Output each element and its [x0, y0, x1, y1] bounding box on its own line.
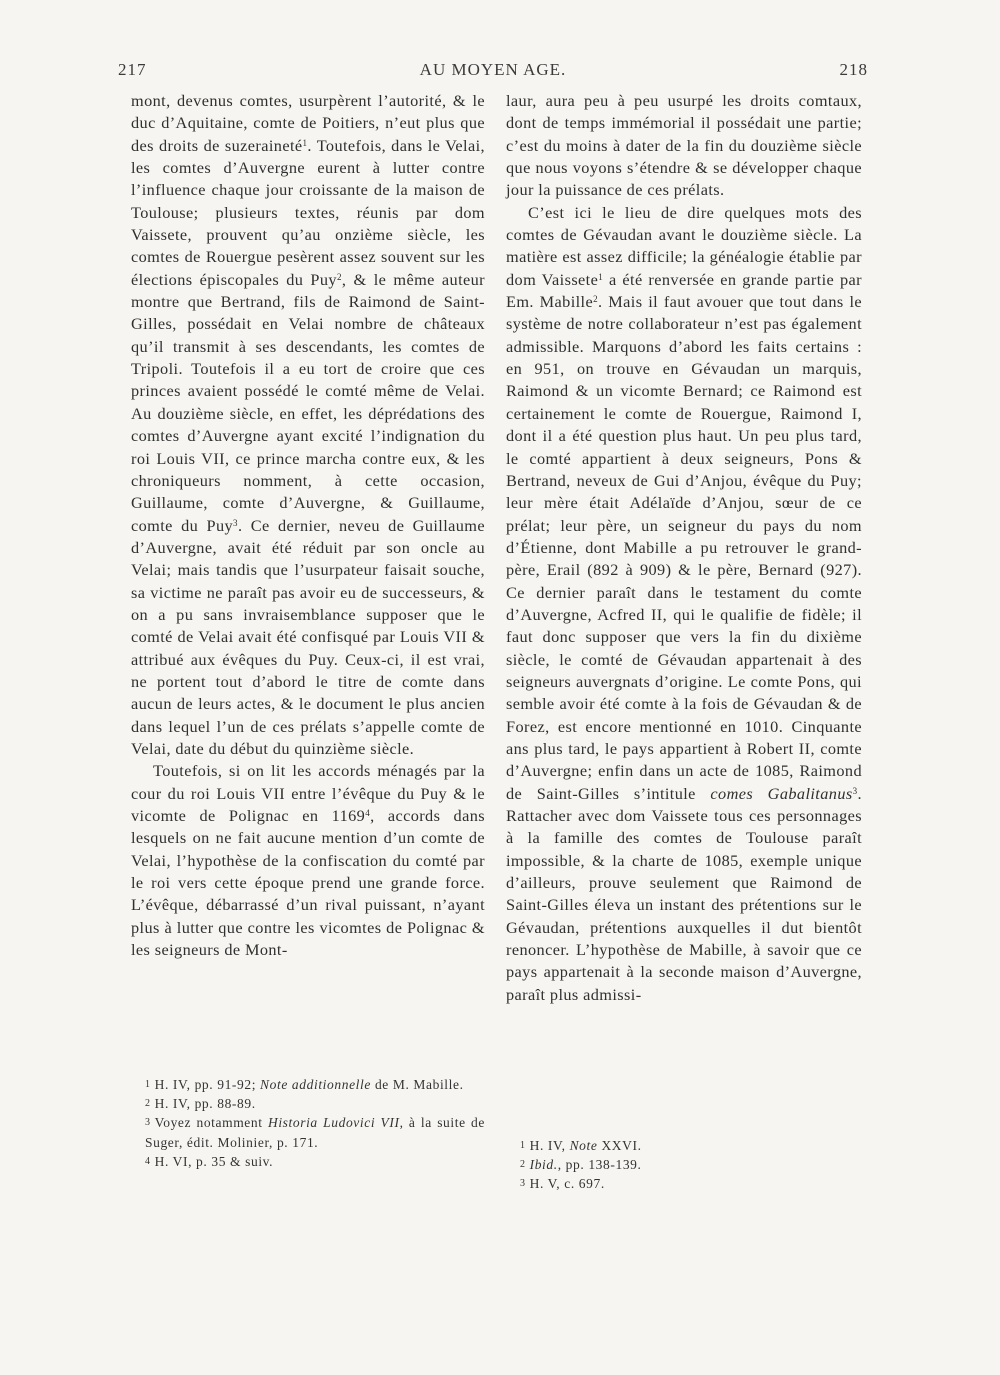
- italic-text: Note: [569, 1138, 598, 1153]
- paragraph: [506, 202, 862, 1006]
- text-run: a été renversée en grande partie par Em. Mabille: [506, 269, 862, 312]
- page-number-left: 217: [118, 60, 147, 79]
- footnotes-right: [506, 1136, 862, 1194]
- footnote: [506, 1136, 862, 1155]
- text-run: Toutefois, si on lit les accords ménagés par la cour du roi Louis VII entre l’évêque du Puy & le vicomte de Polignac en 1169: [131, 761, 485, 825]
- footnote: [506, 1155, 862, 1174]
- text-run: H. VI, p. 35 & suiv.: [154, 1153, 274, 1169]
- text-run: . Ce dernier, neveu de Guillaume d’Auvergne, avait été réduit par son oncle au Velai; mais tandis que l’usurpateur faisait souche, sa victime ne paraît pas avoir eu de successeurs, & on a pu sans invraisemblance supposer que le comté de Velai avait été confisqué par Louis VII & attribué aux évêques du Puy. Ceux-ci, il est vrai, ne portent tout d’abord le titre de comte dans aucun de leurs actes, & le document le plus ancien dans lequel l’un de ces prélats s’appelle comte de Velai, date du début du quinzième siècle.: [131, 515, 486, 758]
- footnote-ref: 4: [365, 808, 371, 818]
- text-run: XXVI.: [597, 1138, 642, 1153]
- italic-text: Note additionnelle: [260, 1077, 371, 1092]
- text-run: , pp. 138-139.: [557, 1157, 642, 1173]
- text-run: H. IV,: [529, 1138, 570, 1153]
- footnote-number: 3: [145, 1117, 151, 1129]
- footnote-ref: 3: [233, 517, 238, 528]
- text-run: , & le même auteur montre que Bertrand, fils de Raimond de Saint-Gilles, possédait en Velai nombre de châteaux qu’il transmit à ses descendants, les comtes de Tripoli. Toutefois il a eu tort de croire que ces princes avaient possédé le comté même de Velai. Au douzième siècle, en effet, les déprédations des comtes d’Auvergne ayant excité l’indignation du roi Louis VII, ce prince marcha contre eux, & les chroniqueurs nomment, à cette occasion, Guillaume, comte d’Auvergne, & Guillaume, comte du Puy: [131, 269, 485, 535]
- right-column: [506, 90, 862, 1006]
- footnote-number: 4: [145, 1155, 151, 1167]
- footnote: [131, 1075, 485, 1094]
- footnote-number: 1: [145, 1079, 151, 1090]
- footnote-number: 2: [145, 1098, 151, 1110]
- text-run: H. IV, pp. 88-89.: [154, 1096, 256, 1112]
- text-run: de M. Mabille.: [370, 1077, 464, 1092]
- page-header: [118, 60, 868, 86]
- footnote-ref: 1: [598, 271, 604, 282]
- text-run: , à la suite de Suger, édit. Molinier, p. 171.: [145, 1115, 485, 1150]
- footnote-ref: 2: [593, 294, 599, 305]
- footnote-number: 2: [520, 1159, 526, 1171]
- paragraph: [131, 760, 485, 961]
- text-run: H. V, c. 697.: [529, 1176, 605, 1192]
- footnote: [131, 1113, 485, 1151]
- running-title: AU MOYEN AGE.: [419, 60, 567, 79]
- paragraph: [506, 90, 862, 202]
- footnote-number: 1: [520, 1140, 526, 1151]
- text-run: laur, aura peu à peu usurpé les droits comtaux, dont de temps immémorial il possédait une partie; c’est du moins à dater de la fin du douzième siècle que nous voyons s’étendre & se développer chaque jour la puissance de ces prélats.: [506, 91, 862, 200]
- left-column: [131, 90, 485, 961]
- text-run: . Mais il faut avouer que tout dans le système de notre collaborateur n’est pas également admissible. Marquons d’abord les faits certains : en 951, on trouve en Gévaudan un marquis, Raimond & un vicomte Bernard; ce Raimond est certainement le comte de Rouergue, Raimond I, dont il a été question plus haut. Un peu plus tard, le comté appartient à deux seigneurs, Pons & Bertrand, neveux de Gui d’Anjou, évêque du Puy; leur mère était Adélaïde d’Anjou, sœur de ce prélat; leur père, un seigneur du pays du nom d’Étienne, dont Mabille a pu retrouver le grand-père, Erail (892 à 909) & le père, Bernard (927). Ce dernier paraît dans le testament du comte d’Auvergne, Acfred II, qui le qualifie de fidèle; il faut donc supposer que vers la fin du dixième siècle, le comté de Gévaudan appartenait à des seigneurs auvergnats d’origine. Le comte Pons, qui semble avoir été comte à la fois de Gévaudan & de Forez, est encore mentionné en 1010. Cinquante ans plus tard, le pays appartient à Robert II, comte d’Auvergne; enfin dans un acte de 1085, Raimond de Saint-Gilles s’intitule: [506, 292, 862, 803]
- footnotes-left: [131, 1075, 485, 1171]
- text-run: . Toutefois, dans le Velai, les comtes d’Auvergne eurent à lutter contre l’influence chaque jour croissante de la maison de Toulouse; plusieurs textes, réunis par dom Vaissete, prouvent qu’au onzième siècle, les comtes de Rouergue pesèrent assez souvent sur les élections épiscopales du Puy: [131, 135, 485, 289]
- text-run: H. IV, pp. 91-92;: [154, 1077, 261, 1092]
- text-run: . Rattacher avec dom Vaissete tous ces personnages à la famille des comtes de Toulouse paraît impossible, & la charte de 1085, exemple unique d’ailleurs, prouve seulement que Raimond de Saint-Gilles éleva un instant des prétentions sur le Gévaudan, prétentions auxquelles il dut bientôt renoncer. L’hypothèse de Mabille, à savoir que ce pays appartenait à la seconde maison d’Auvergne, paraît plus admissi-: [506, 783, 862, 1004]
- paragraph: [131, 90, 485, 760]
- footnote: [131, 1152, 485, 1171]
- text-run: mont, devenus comtes, usurpèrent l’autorité, & le duc d’Aquitaine, comte de Poitiers, n’eut plus que des droits de suzeraineté: [131, 91, 485, 155]
- footnote: [131, 1094, 485, 1113]
- page-number-right: 218: [839, 60, 868, 79]
- italic-text: comes Gabalitanus: [710, 783, 853, 803]
- footnote-ref: 3: [852, 785, 858, 796]
- text-run: , accords dans lesquels on ne fait aucune mention d’un comte de Velai, l’hypothèse de la confiscation du comté par le roi vers cette époque prend une grande force. L’évêque, débarrassé d’un rival puissant, n’ayant plus à lutter que contre les vicomtes de Polignac & les seigneurs de Mont-: [131, 806, 486, 960]
- italic-text: Historia Ludovici VII: [267, 1115, 400, 1131]
- text-run: C’est ici le lieu de dire quelques mots des comtes de Gévaudan avant le douzième siècle. La matière est assez difficile; la généalogie établie par dom Vaissete: [506, 202, 862, 289]
- footnote-number: 3: [520, 1178, 526, 1190]
- footnote-ref: 2: [336, 271, 342, 282]
- italic-text: Ibid.: [529, 1157, 558, 1173]
- text-run: Voyez notamment: [154, 1115, 268, 1131]
- footnote: [506, 1174, 862, 1193]
- footnote-ref: 1: [302, 137, 308, 148]
